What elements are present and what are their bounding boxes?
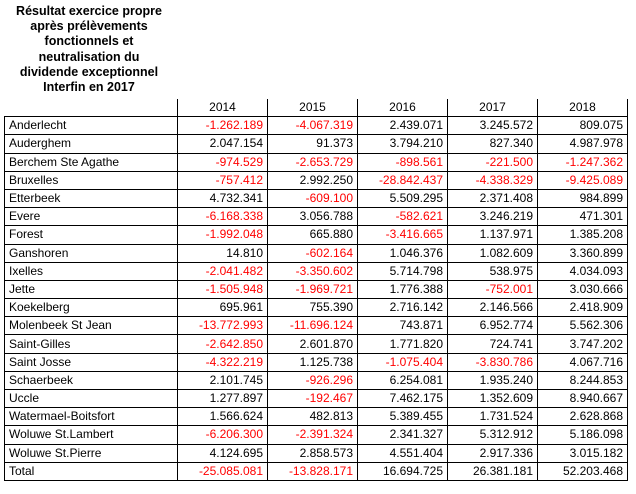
value-cell: 2.341.327 [358,426,448,444]
value-cell: -4.338.329 [448,171,538,189]
value-cell: 2.601.870 [268,335,358,353]
value-cell: 5.714.798 [358,262,448,280]
value-cell: -2.041.482 [178,262,268,280]
value-cell: 1.771.820 [358,335,448,353]
municipality-name: Auderghem [5,135,178,153]
value-cell: 26.381.181 [448,462,538,480]
table-title [4,4,174,95]
municipality-name: Saint-Gilles [5,335,178,353]
value-cell: -3.416.665 [358,226,448,244]
value-cell: 1.352.609 [448,390,538,408]
municipality-name: Watermael-Boitsfort [5,408,178,426]
municipality-name: Total [5,462,178,480]
table-row [5,244,628,262]
header-row [5,99,628,117]
value-cell: 3.360.899 [538,244,628,262]
value-cell: -2.642.850 [178,335,268,353]
value-cell: 7.462.175 [358,390,448,408]
municipality-name: Anderlecht [5,117,178,135]
title-line: Résultat exercice propre [16,4,162,18]
municipality-name: Woluwe St.Pierre [5,444,178,462]
value-cell: 3.056.788 [268,208,358,226]
table-row [5,280,628,298]
value-cell: -2.391.324 [268,426,358,444]
table-row [5,371,628,389]
municipality-name: Schaerbeek [5,371,178,389]
value-cell: 1.277.897 [178,390,268,408]
value-cell: -1.075.404 [358,353,448,371]
value-cell: -9.425.089 [538,171,628,189]
table-row [5,208,628,226]
value-cell: 4.124.695 [178,444,268,462]
value-cell: 3.246.219 [448,208,538,226]
value-cell: 2.371.408 [448,189,538,207]
value-cell: -3.350.602 [268,262,358,280]
value-cell: -4.067.319 [268,117,358,135]
value-cell: 2.047.154 [178,135,268,153]
value-cell: -582.621 [358,208,448,226]
value-cell: 3.015.182 [538,444,628,462]
municipality-name: Woluwe St.Lambert [5,426,178,444]
title-line: neutralisation du [38,49,140,64]
table-row [5,262,628,280]
value-cell: -11.696.124 [268,317,358,335]
value-cell: 2.418.909 [538,299,628,317]
value-cell: -6.206.300 [178,426,268,444]
value-cell: -757.412 [178,171,268,189]
table-row [5,153,628,171]
table-row [5,426,628,444]
value-cell: -1.505.948 [178,280,268,298]
value-cell: 6.952.774 [448,317,538,335]
table-body [5,117,628,481]
municipality-name: Ixelles [5,262,178,280]
municipality-name: Forest [5,226,178,244]
value-cell: 52.203.468 [538,462,628,480]
municipality-name: Koekelberg [5,299,178,317]
value-cell: 665.880 [268,226,358,244]
value-cell: 3.245.572 [448,117,538,135]
value-cell: 3.747.202 [538,335,628,353]
value-cell: 8.940.667 [538,390,628,408]
table-row [5,171,628,189]
value-cell: 4.987.978 [538,135,628,153]
value-cell: -1.262.189 [178,117,268,135]
year-header: 2018 [538,99,628,117]
value-cell: 3.794.210 [358,135,448,153]
value-cell: 471.301 [538,208,628,226]
value-cell: 1.776.388 [358,280,448,298]
value-cell: -192.467 [268,390,358,408]
value-cell: 984.899 [538,189,628,207]
value-cell: 5.389.455 [358,408,448,426]
header-blank-cell [5,99,178,117]
title-line: Interfin en 2017 [43,80,135,95]
year-header: 2014 [178,99,268,117]
municipality-name: Etterbeek [5,189,178,207]
table-row [5,408,628,426]
value-cell: 1.566.624 [178,408,268,426]
value-cell: 2.917.336 [448,444,538,462]
table-row [5,390,628,408]
value-cell: -898.561 [358,153,448,171]
table-row [5,226,628,244]
value-cell: -1.992.048 [178,226,268,244]
title-line: après prélèvements [30,19,148,34]
value-cell: -974.529 [178,153,268,171]
value-cell: 14.810 [178,244,268,262]
year-header: 2017 [448,99,538,117]
value-cell: -926.296 [268,371,358,389]
value-cell: 5.509.295 [358,189,448,207]
value-cell: -752.001 [448,280,538,298]
year-header: 2016 [358,99,448,117]
year-header: 2015 [268,99,358,117]
value-cell: 755.390 [268,299,358,317]
value-cell: 2.858.573 [268,444,358,462]
value-cell: 2.439.071 [358,117,448,135]
value-cell: 91.373 [268,135,358,153]
table-row [5,117,628,135]
title-line: dividende exceptionnel [19,64,159,79]
value-cell: -2.653.729 [268,153,358,171]
value-cell: 4.732.341 [178,189,268,207]
municipality-name: Evere [5,208,178,226]
results-table [4,99,628,481]
value-cell: 1.046.376 [358,244,448,262]
value-cell: 538.975 [448,262,538,280]
value-cell: 1.125.738 [268,353,358,371]
municipality-name: Molenbeek St Jean [5,317,178,335]
value-cell: 2.628.868 [538,408,628,426]
value-cell: -13.828.171 [268,462,358,480]
title-line: fonctionnels et [44,34,134,49]
value-cell: 1.731.524 [448,408,538,426]
value-cell: 4.551.404 [358,444,448,462]
value-cell: 4.034.093 [538,262,628,280]
value-cell: -28.842.437 [358,171,448,189]
table-row [5,189,628,207]
value-cell: 1.385.208 [538,226,628,244]
value-cell: 6.254.081 [358,371,448,389]
value-cell: 695.961 [178,299,268,317]
value-cell: 5.562.306 [538,317,628,335]
value-cell: -1.247.362 [538,153,628,171]
table-row [5,353,628,371]
value-cell: -221.500 [448,153,538,171]
value-cell: 2.146.566 [448,299,538,317]
table-row [5,317,628,335]
total-row [5,462,628,480]
value-cell: 2.992.250 [268,171,358,189]
value-cell: -609.100 [268,189,358,207]
municipality-name: Jette [5,280,178,298]
value-cell: 482.813 [268,408,358,426]
table-row [5,444,628,462]
value-cell: 2.716.142 [358,299,448,317]
value-cell: 1.137.971 [448,226,538,244]
value-cell: 3.030.666 [538,280,628,298]
table-row [5,299,628,317]
value-cell: -3.830.786 [448,353,538,371]
value-cell: 8.244.853 [538,371,628,389]
value-cell: 743.871 [358,317,448,335]
value-cell: 809.075 [538,117,628,135]
value-cell: -6.168.338 [178,208,268,226]
municipality-name: Uccle [5,390,178,408]
value-cell: -4.322.219 [178,353,268,371]
municipality-name: Bruxelles [5,171,178,189]
value-cell: 827.340 [448,135,538,153]
value-cell: -25.085.081 [178,462,268,480]
value-cell: 1.082.609 [448,244,538,262]
value-cell: 5.312.912 [448,426,538,444]
value-cell: -13.772.993 [178,317,268,335]
value-cell: 724.741 [448,335,538,353]
value-cell: 16.694.725 [358,462,448,480]
value-cell: 2.101.745 [178,371,268,389]
table-row [5,135,628,153]
value-cell: 1.935.240 [448,371,538,389]
municipality-name: Berchem Ste Agathe [5,153,178,171]
value-cell: -602.164 [268,244,358,262]
value-cell: 4.067.716 [538,353,628,371]
municipality-name: Ganshoren [5,244,178,262]
table-row [5,335,628,353]
value-cell: -1.969.721 [268,280,358,298]
value-cell: 5.186.098 [538,426,628,444]
municipality-name: Saint Josse [5,353,178,371]
